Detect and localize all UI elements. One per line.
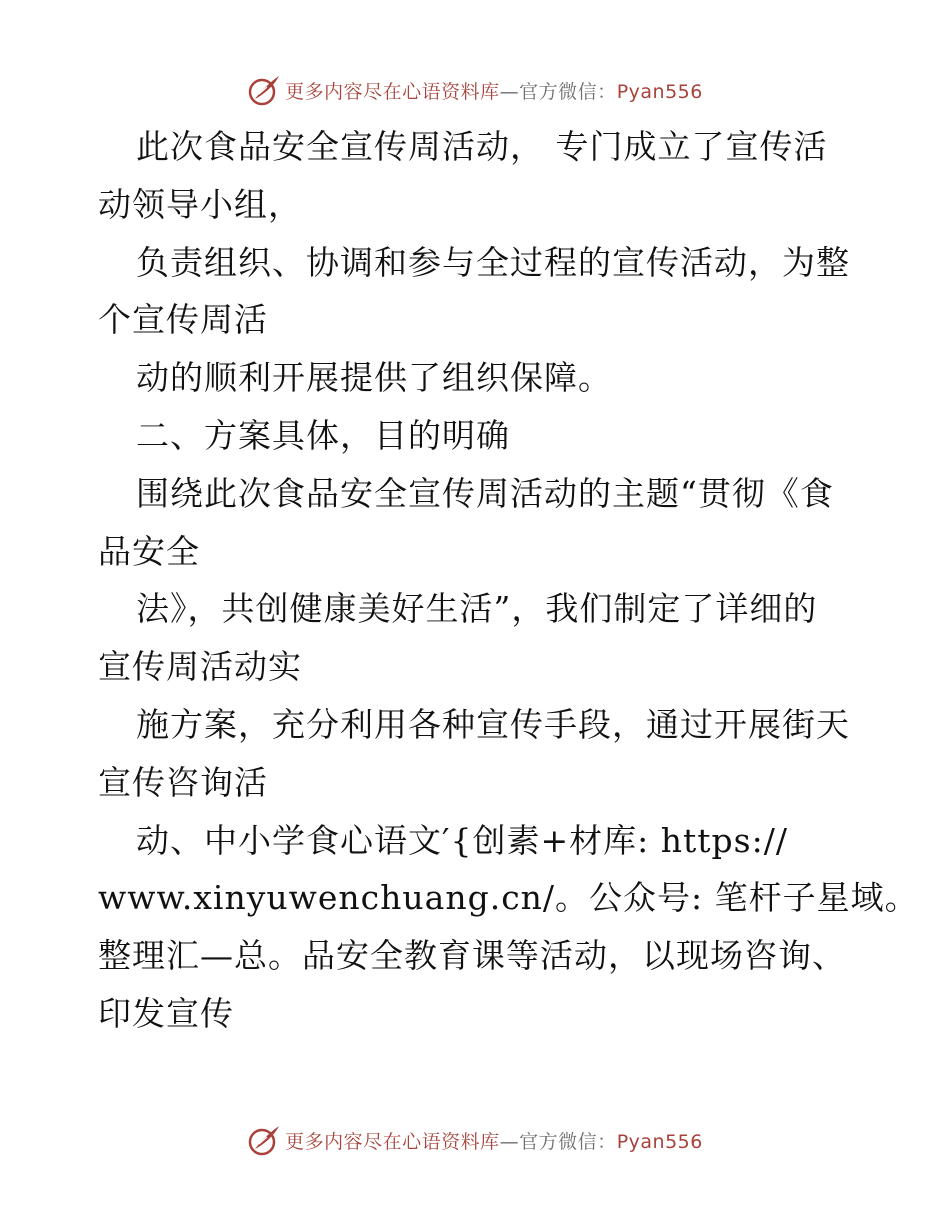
footer-contact-text: 官方微信： xyxy=(519,1130,617,1153)
header-separator: — xyxy=(499,80,520,103)
body-line-13: 动、中小学食心语文′{创素+材库: https:// xyxy=(136,820,788,860)
body-line-8: 品安全 xyxy=(98,531,200,571)
body-line-5: 动的顺利开展提供了组织保障。 xyxy=(136,358,612,398)
footer-banner xyxy=(0,1120,950,1160)
footer-brand-text: 更多内容尽在心语资料库 xyxy=(285,1130,500,1153)
footer-wechat-id: Pyan556 xyxy=(616,1130,703,1153)
body-line-4: 个宣传周活 xyxy=(98,300,268,340)
body-line-3: 负责组织、协调和参与全过程的宣传活动，为整 xyxy=(136,242,850,282)
header-banner xyxy=(0,70,950,110)
section-heading: 二、方案具体，目的明确 xyxy=(136,415,510,455)
body-line-12: 宣传咨询活 xyxy=(98,762,268,802)
body-line-7: 围绕此次食品安全宣传周活动的主题“贯彻《食 xyxy=(136,473,834,513)
body-line-16: 印发宣传 xyxy=(98,993,234,1033)
body-line-1: 此次食品安全宣传周活动， 专门成立了宣传活 xyxy=(136,127,828,166)
body-line-14: www.xinyuwenchuang.cn/。公众号: 笔杆子星域。 xyxy=(98,878,919,918)
footer-separator: — xyxy=(499,1130,520,1153)
quill-logo-icon xyxy=(247,1123,281,1157)
header-brand-text: 更多内容尽在心语资料库 xyxy=(285,80,500,103)
body-line-11: 施方案，充分利用各种宣传手段，通过开展街天 xyxy=(136,704,850,744)
header-wechat-id: Pyan556 xyxy=(616,80,703,103)
body-line-10: 宣传周活动实 xyxy=(98,647,302,687)
quill-logo-icon xyxy=(247,73,281,107)
document-body xyxy=(98,118,919,1043)
body-line-15: 整理汇—总。品安全教育课等活动，以现场咨询、 xyxy=(98,936,846,976)
header-contact-text: 官方微信： xyxy=(519,80,617,103)
body-line-9: 法》，共创健康美好生活”，我们制定了详细的 xyxy=(136,589,818,629)
body-line-2: 动领导小组， xyxy=(98,184,302,224)
